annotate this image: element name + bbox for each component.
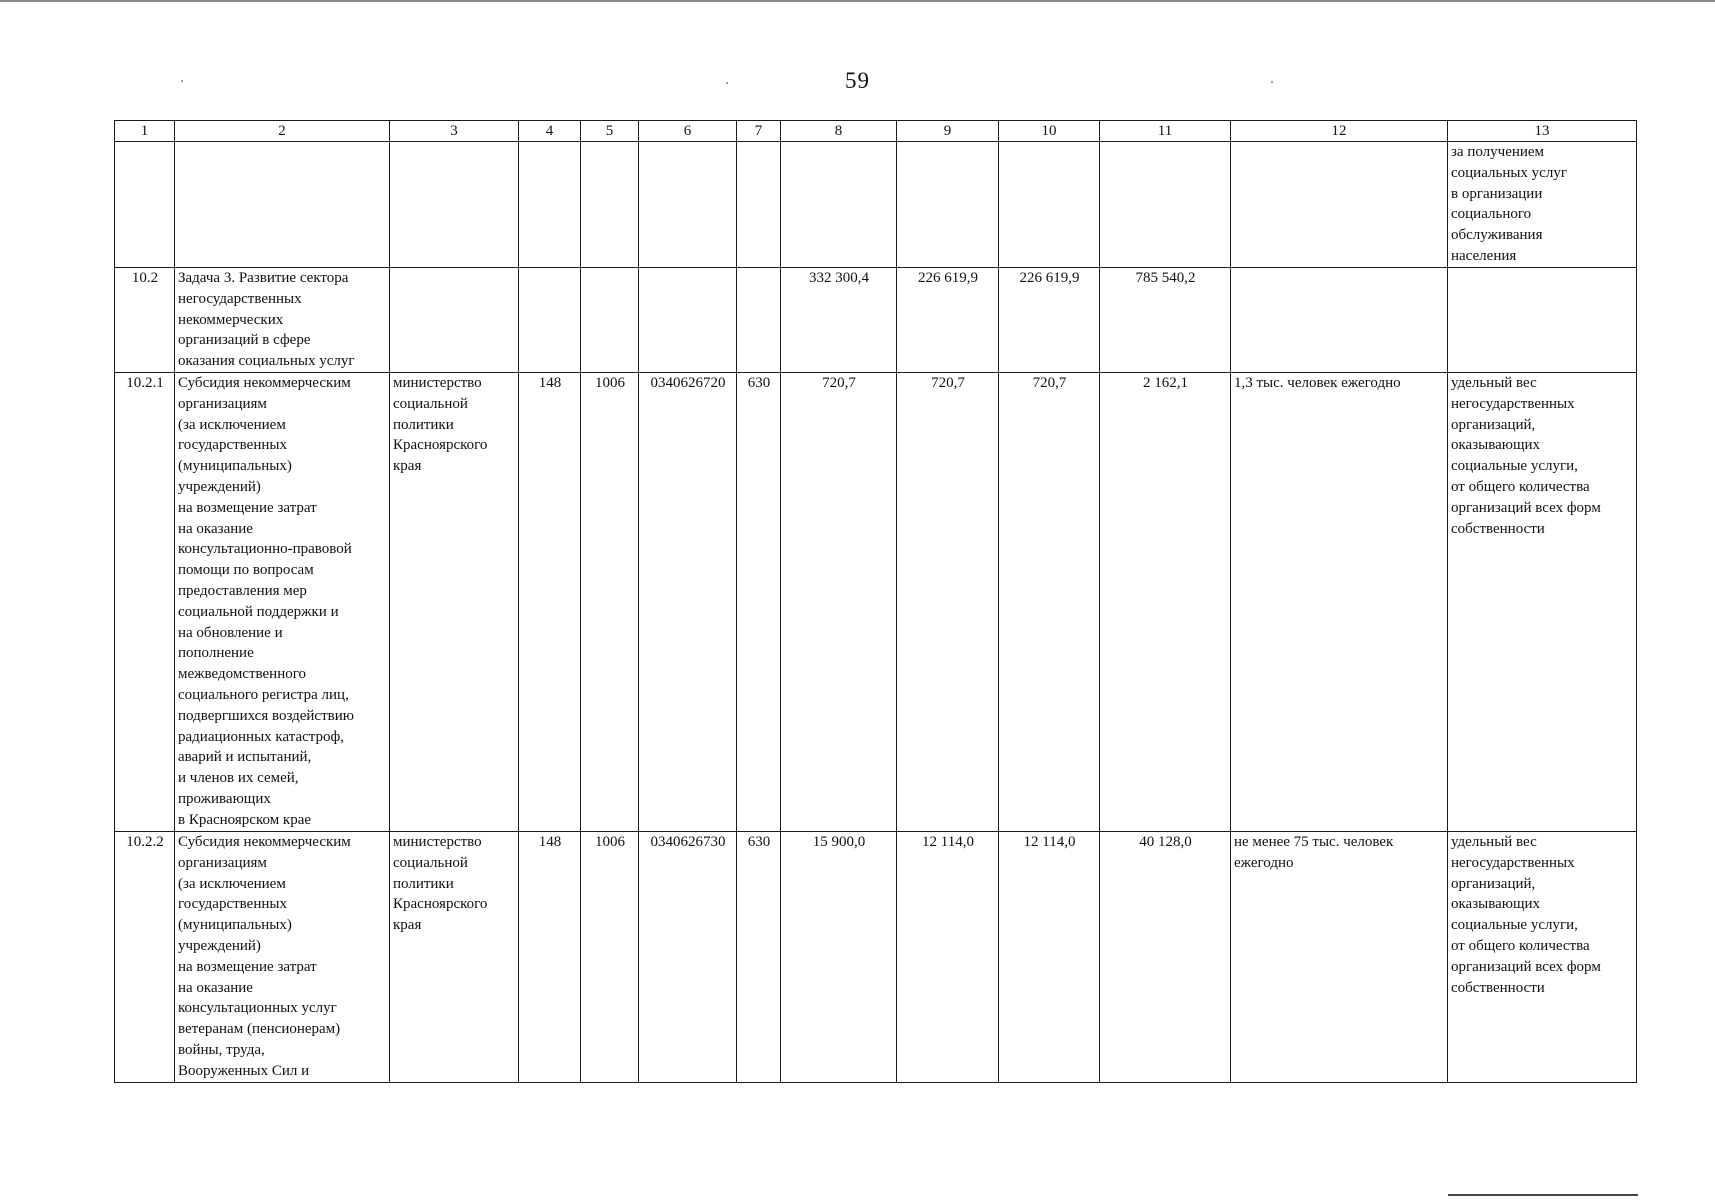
grbs-code-cell (519, 142, 581, 268)
scan-speck (181, 80, 183, 82)
amount-total-cell (1100, 142, 1231, 268)
amount-total-cell: 2 162,1 (1100, 372, 1231, 831)
scan-bottom-mark (1448, 1194, 1638, 1196)
column-number: 9 (897, 121, 999, 142)
table-row (115, 142, 1637, 268)
amount-year-2-cell: 12 114,0 (897, 831, 999, 1082)
indicator-cell: за получением социальных услуг в организации социального обслуживания населения (1448, 142, 1637, 268)
amount-year-1-cell: 332 300,4 (781, 268, 897, 373)
column-number-row (115, 121, 1637, 142)
amount-total-cell: 40 128,0 (1100, 831, 1231, 1082)
expected-result-cell: не менее 75 тыс. человек ежегодно (1231, 831, 1448, 1082)
amount-year-1-cell: 720,7 (781, 372, 897, 831)
item-number-cell (115, 142, 175, 268)
grbs-code-cell (519, 268, 581, 373)
table-row (115, 268, 1637, 373)
column-number: 13 (1448, 121, 1637, 142)
amount-year-1-cell: 15 900,0 (781, 831, 897, 1082)
target-article-cell: 0340626720 (639, 372, 737, 831)
responsible-cell: министерство социальной политики Красноярского края (390, 831, 519, 1082)
expense-type-cell: 630 (737, 831, 781, 1082)
expected-result-cell (1231, 268, 1448, 373)
column-number: 10 (999, 121, 1100, 142)
measure-name-cell: Задача 3. Развитие сектора негосударственных некоммерческих организаций в сфере оказания социальных услуг (175, 268, 390, 373)
target-article-cell (639, 268, 737, 373)
section-code-cell: 1006 (581, 372, 639, 831)
expense-type-cell: 630 (737, 372, 781, 831)
item-number-cell: 10.2.2 (115, 831, 175, 1082)
amount-year-3-cell: 720,7 (999, 372, 1100, 831)
grbs-code-cell: 148 (519, 372, 581, 831)
scan-speck (1271, 81, 1273, 83)
column-number: 1 (115, 121, 175, 142)
expense-type-cell (737, 268, 781, 373)
table-row (115, 831, 1637, 1082)
column-number: 6 (639, 121, 737, 142)
amount-year-3-cell (999, 142, 1100, 268)
item-number-cell: 10.2 (115, 268, 175, 373)
responsible-cell: министерство социальной политики Красноярского края (390, 372, 519, 831)
section-code-cell: 1006 (581, 831, 639, 1082)
column-number: 8 (781, 121, 897, 142)
amount-year-3-cell: 226 619,9 (999, 268, 1100, 373)
target-article-cell (639, 142, 737, 268)
column-number: 2 (175, 121, 390, 142)
scan-speck (726, 82, 728, 84)
program-measures-table (114, 120, 1637, 1083)
measure-name-cell: Субсидия некоммерческим организациям (за исключением государственных (муниципальных) учреждений) на возмещение затрат на оказание консультационных услуг ветеранам (пенсионерам) войны, труда, Вооруженных Сил и (175, 831, 390, 1082)
section-code-cell (581, 142, 639, 268)
column-number: 12 (1231, 121, 1448, 142)
indicator-cell: удельный вес негосударственных организаций, оказывающих социальные услуги, от общего количества организаций всех форм собственности (1448, 831, 1637, 1082)
target-article-cell: 0340626730 (639, 831, 737, 1082)
scan-top-edge (0, 0, 1715, 2)
amount-year-3-cell: 12 114,0 (999, 831, 1100, 1082)
expense-type-cell (737, 142, 781, 268)
column-number: 7 (737, 121, 781, 142)
expected-result-cell: 1,3 тыс. человек ежегодно (1231, 372, 1448, 831)
measure-name-cell (175, 142, 390, 268)
item-number-cell: 10.2.1 (115, 372, 175, 831)
column-number: 4 (519, 121, 581, 142)
amount-year-2-cell: 226 619,9 (897, 268, 999, 373)
column-number: 5 (581, 121, 639, 142)
indicator-cell (1448, 268, 1637, 373)
page-number: 59 (845, 68, 870, 93)
amount-total-cell: 785 540,2 (1100, 268, 1231, 373)
amount-year-2-cell (897, 142, 999, 268)
grbs-code-cell: 148 (519, 831, 581, 1082)
amount-year-2-cell: 720,7 (897, 372, 999, 831)
indicator-cell: удельный вес негосударственных организаций, оказывающих социальные услуги, от общего количества организаций всех форм собственности (1448, 372, 1637, 831)
expected-result-cell (1231, 142, 1448, 268)
column-number: 11 (1100, 121, 1231, 142)
responsible-cell (390, 142, 519, 268)
column-number: 3 (390, 121, 519, 142)
table-row (115, 372, 1637, 831)
responsible-cell (390, 268, 519, 373)
amount-year-1-cell (781, 142, 897, 268)
section-code-cell (581, 268, 639, 373)
measure-name-cell: Субсидия некоммерческим организациям (за исключением государственных (муниципальных) учреждений) на возмещение затрат на оказание консультационно-правовой помощи по вопросам предоставления мер социальной поддержки и на обновление и пополнение межведомственного социального регистра лиц, подвергшихся воздействию радиационных катастроф, аварий и испытаний, и членов их семей, проживающих в Красноярском крае (175, 372, 390, 831)
